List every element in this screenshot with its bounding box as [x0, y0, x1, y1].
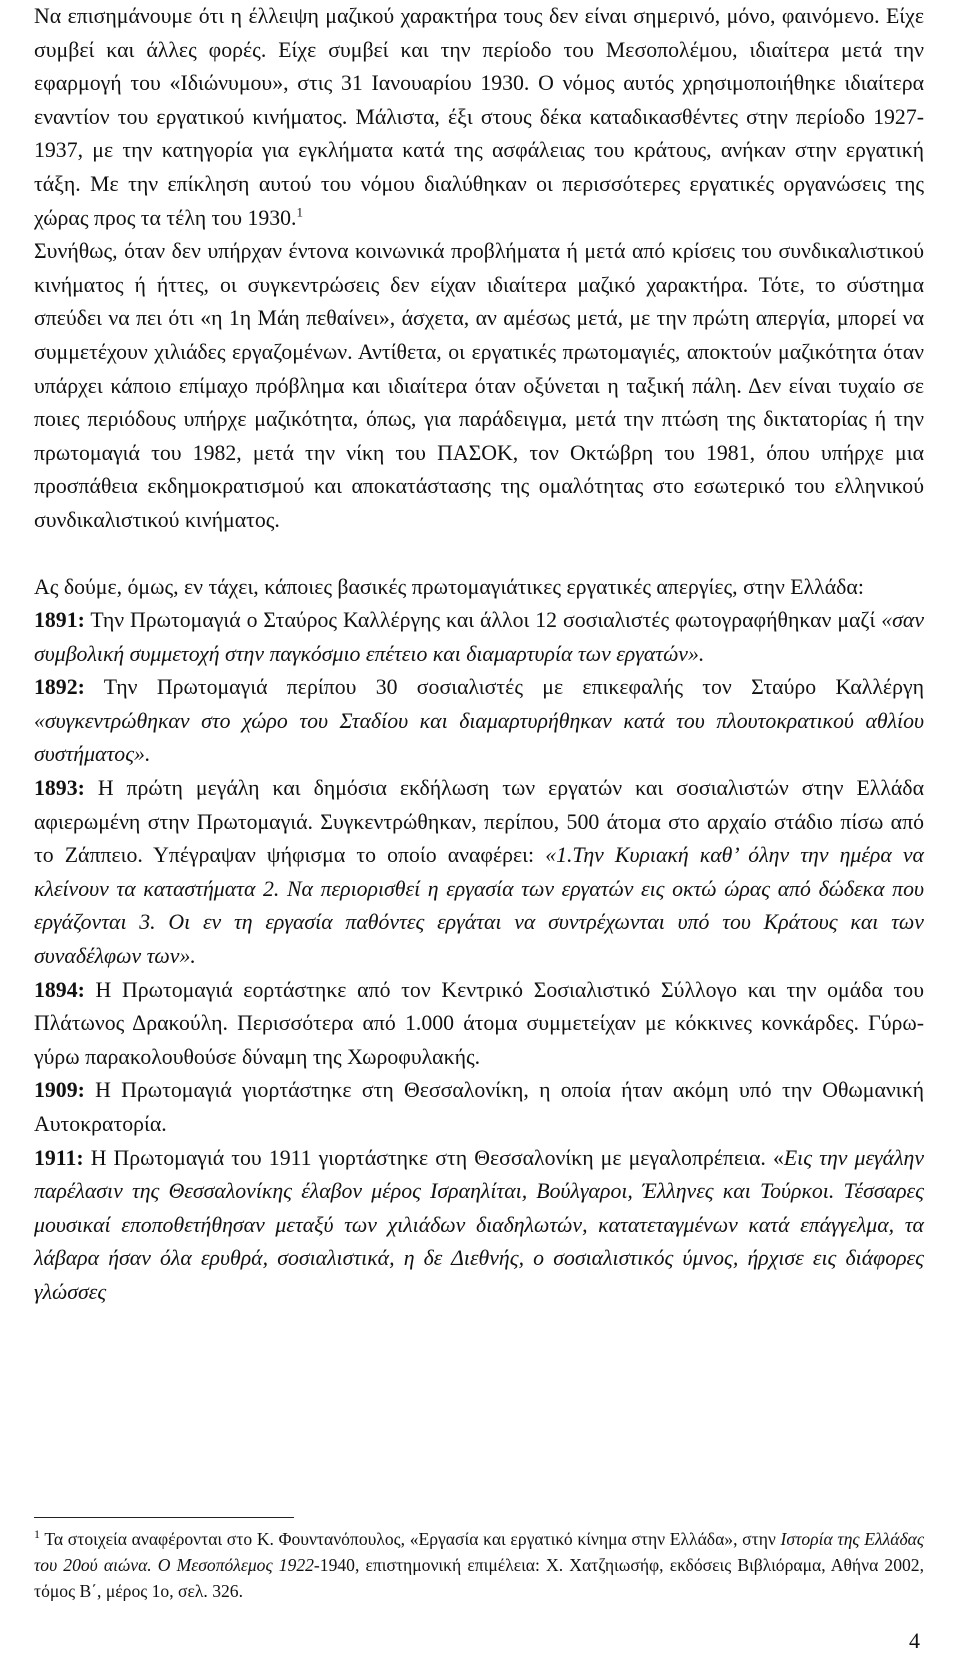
- year-entry-1893: [34, 772, 924, 974]
- page-number: 4: [909, 1628, 920, 1653]
- footnote-text-b: -1940, επιστημονική επιμέλεια: Χ. Χατζηιωσήφ, εκδόσεις Βιβλιόραμα, Αθήνα 2002, τόμος Β΄, μέρος 1ο, σελ. 326.: [34, 1555, 924, 1601]
- year-text: Την Πρωτομαγιά ο Σταύρος Καλλέργης και άλλοι 12 σοσιαλιστές φωτογραφήθηκαν μαζί: [84, 608, 882, 633]
- intro-paragraph-3: Ας δούμε, όμως, εν τάχει, κάποιες βασικές πρωτομαγιάτικες εργατικές απεργίες, στην Ελλάδα:: [34, 574, 864, 599]
- year-entry-1892: [34, 671, 924, 772]
- footnote-mark: 1: [34, 1527, 40, 1542]
- year-quote: «1.Την Κυριακή καθ’ όλην την ημέρα να κλείνουν τα καταστήματα 2. Να περιορισθεί η εργασία των εργατών εις οκτώ ώρας από δώδεκα που εργάζονται 3. Οι εν τη εργασία παθόντες εργάται να συντρέχωνται υπό του Κράτους και των συναδέλφων των».: [34, 843, 925, 969]
- intro-paragraph-1-text: Να επισημάνουμε ότι η έλλειψη μαζικού χαρακτήρα τους δεν είναι σημερινό, μόνο, φαινόμενο. Είχε συμβεί και άλλες φορές. Είχε συμβεί και την περίοδο του Μεσοπολέμου, ιδιαίτερα μετά την εφαρμογή του «Ιδιώνυμου», στις 31 Ιανουαρίου 1930. Ο νόμος αυτός χρησιμοποιήθηκε ιδιαίτερα εναντίον του εργατικού κινήματος. Μάλιστα, έξι στους δέκα καταδικασθέντες στην περίοδο 1927-1937, με την κατηγορία για εγκλήματα κατά της ασφάλειας του κράτους, ανήκαν στην εργατική τάξη. Με την επίκληση αυτού του νόμου διαλύθηκαν οι περισσότερες εργατικές οργανώσεις της χώρας προς τα τέλη του 1930.: [34, 4, 924, 230]
- year-quote: «συγκεντρώθηκαν στο χώρο του Σταδίου και διαμαρτυρήθηκαν κατά του πλουτοκρατικού αθλίου συστήματος».: [34, 708, 924, 767]
- year-text: Η πρώτη μεγάλη και δημόσια εκδήλωση των εργατών και σοσιαλιστών στην Ελλάδα αφιερωμένη στην Πρωτομαγιά. Συγκεντρώθηκαν, περίπου, 500 άτομα στο αρχαίο στάδιο πίσω από το Ζάππειο. Υπέγραψαν ψήφισμα το οποίο αναφέρει:: [34, 776, 924, 868]
- year-text: Την Πρωτομαγιά περίπου 30 σοσιαλιστές με επικεφαλής τον Σταύρο Καλλέργη: [84, 675, 924, 700]
- year-label: 1909:: [34, 1078, 85, 1103]
- year-entry-1911: [34, 1142, 924, 1310]
- year-label: 1891:: [34, 608, 85, 633]
- year-quote: Εις την μεγάλην παρέλασιν της Θεσσαλονίκης έλαβον μέρος Ισραηλίται, Βούλγαροι, Έλληνες και Τούρκοι. Τέσσαρες μουσικαί εποποθετήθησαν μεταξύ των χιλιάδων διαδηλωτών, κατατεταγμένων κατά επάγγελμα, τα λάβαρα ήσαν όλα ερυθρά, σοσιαλιστικά, η δε Διεθνής, ο σοσιαλιστικός ύμνος, ήρχισε εις διάφορες γλώσσες: [34, 1145, 925, 1304]
- main-text: [34, 0, 924, 1310]
- intro-paragraph-1: [34, 0, 924, 235]
- footnote-text-a: Τα στοιχεία αναφέρονται στο Κ. Φουντανόπουλος, «Εργασία και εργατικό κίνημα στην Ελλάδα», στην: [40, 1529, 781, 1549]
- footnote-separator: [34, 1517, 294, 1518]
- footnote: [34, 1526, 924, 1604]
- year-text: Η Πρωτομαγιά του 1911 γιορτάστηκε στη Θεσσαλονίκη με μεγαλοπρέπεια. «: [83, 1145, 784, 1170]
- year-label: 1893:: [34, 776, 85, 801]
- year-quote: «σαν συμβολική συμμετοχή στην παγκόσμιο επέτειο και διαμαρτυρία των εργατών».: [34, 608, 924, 666]
- year-text: Η Πρωτομαγιά εορτάστηκε από τον Κεντρικό Σοσιαλιστικό Σύλλογο και την ομάδα του Πλάτωνος Δρακούλη. Περισσότερα από 1.000 άτομα συμμετείχαν με κόκκινες κονκάρδες. Γύρω-γύρω παρακολουθούσε δύναμη της Χωροφυλακής.: [34, 977, 924, 1069]
- footnote-reference[interactable]: 1: [296, 204, 303, 220]
- year-label: 1894:: [34, 977, 85, 1002]
- paragraph-spacer: [34, 538, 924, 571]
- footnote-italic-title: Ιστορία της Ελλάδας του 20ού αιώνα. Ο Μεσοπόλεμος 1922: [34, 1529, 925, 1575]
- year-entry-1891: [34, 604, 924, 671]
- year-label: 1892:: [34, 675, 85, 700]
- intro-paragraph-2: Συνήθως, όταν δεν υπήρχαν έντονα κοινωνικά προβλήματα ή μετά από κρίσεις του συνδικαλιστικού κινήματος ή ήττες, οι συγκεντρώσεις δεν είχαν ιδιαίτερα μαζικό χαρακτήρα. Τότε, το σύστημα σπεύδει να πει ότι «η 1η Μάη πεθαίνει», άσχετα, αν αμέσως μετά, με την πρώτη απεργία, μπορεί να συμμετέχουν χιλιάδες εργαζομένων. Αντίθετα, οι εργατικές πρωτομαγιές, αποκτούν μαζικότητα όταν υπάρχει κάποιο επίμαχο πρόβλημα και ιδιαίτερα όταν οξύνεται η ταξική πάλη. Δεν είναι τυχαίο σε ποιες περιόδους υπήρχε μαζικότητα, όπως, για παράδειγμα, μετά την πτώση της δικτατορίας ή την πρωτομαγιά του 1982, μετά την νίκη του ΠΑΣΟΚ, τον Οκτώβρη του 1981, όπου υπήρχε μια προσπάθεια εκδημοκρατισμού και αποκατάστασης της ομαλότητας στο εσωτερικό του ελληνικού συνδικαλιστικού κινήματος.: [34, 239, 924, 532]
- year-label: 1911:: [34, 1145, 84, 1170]
- year-entry-1909: [34, 1074, 924, 1141]
- year-entry-1894: [34, 974, 924, 1075]
- year-text: Η Πρωτομαγιά γιορτάστηκε στη Θεσσαλονίκη, η οποία ήταν ακόμη υπό την Οθωμανική Αυτοκρατορία.: [34, 1078, 924, 1136]
